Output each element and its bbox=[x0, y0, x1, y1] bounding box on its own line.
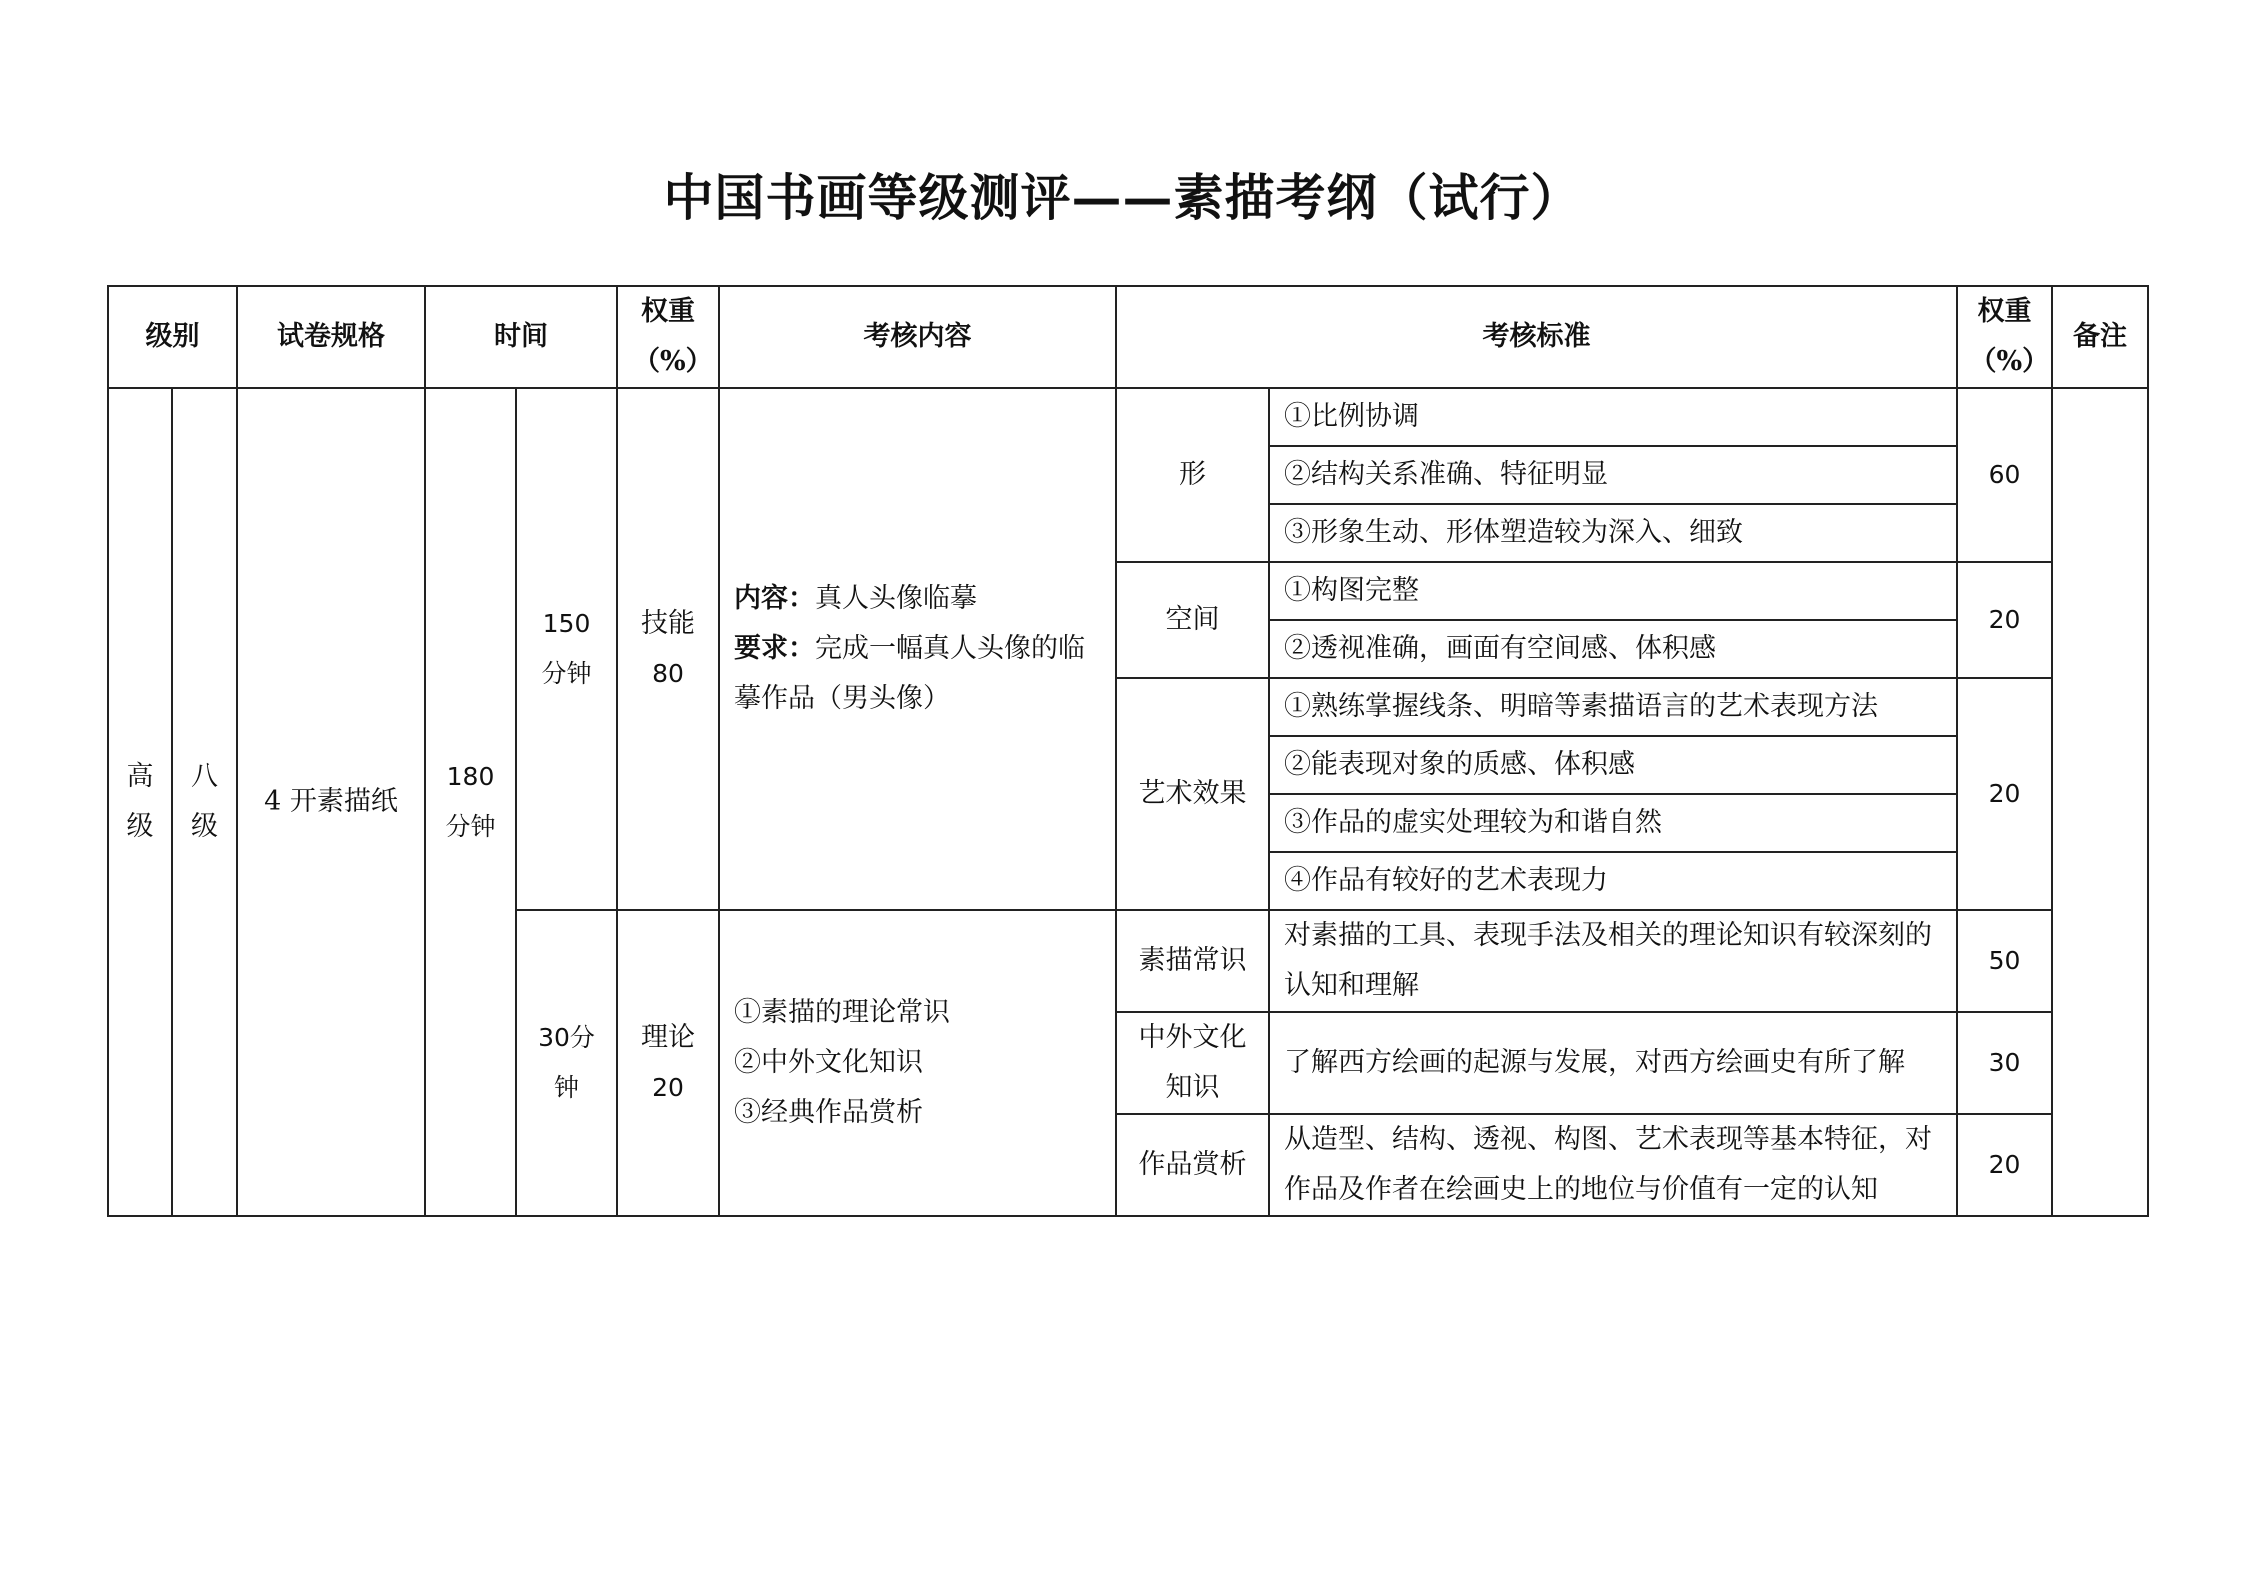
skill-weight bbox=[617, 388, 719, 910]
weight-sketch-knowledge: 50 bbox=[1957, 910, 2052, 1012]
standard-item: ②结构关系准确、特征明显 bbox=[1269, 446, 1957, 504]
header-weight-2: 权重（%） bbox=[1957, 286, 2052, 388]
paper-spec: 4 开素描纸 bbox=[237, 388, 425, 1216]
header-standard: 考核标准 bbox=[1116, 286, 1957, 388]
level-tier: 高级 bbox=[108, 388, 172, 1216]
weight-appreciation: 20 bbox=[1957, 1114, 2052, 1216]
standard-item: ①构图完整 bbox=[1269, 562, 1957, 620]
theory-content-item: ②中外文化知识 bbox=[734, 1047, 923, 1078]
total-time: 180分钟 bbox=[425, 388, 516, 1216]
skill-weight-value: 80 bbox=[652, 659, 684, 688]
standard-item: 了解西方绘画的起源与发展，对西方绘画史有所了解 bbox=[1269, 1012, 1957, 1114]
requirement-value: 完成一幅真人头像的临摹作品（男头像） bbox=[734, 633, 1085, 714]
standard-item: ②能表现对象的质感、体积感 bbox=[1269, 736, 1957, 794]
header-content: 考核内容 bbox=[719, 286, 1116, 388]
category-space: 空间 bbox=[1116, 562, 1269, 678]
theory-time: 30分钟 bbox=[516, 910, 617, 1216]
requirement-label: 要求： bbox=[734, 633, 815, 664]
content-label: 内容： bbox=[734, 583, 815, 614]
theory-weight-name: 理论 bbox=[641, 1022, 695, 1053]
weight-form: 60 bbox=[1957, 388, 2052, 562]
theory-content bbox=[719, 910, 1116, 1216]
weight-space: 20 bbox=[1957, 562, 2052, 678]
category-form: 形 bbox=[1116, 388, 1269, 562]
standard-item: ③形象生动、形体塑造较为深入、细致 bbox=[1269, 504, 1957, 562]
category-sketch-knowledge: 素描常识 bbox=[1116, 910, 1269, 1012]
skill-weight-name: 技能 bbox=[641, 608, 695, 639]
header-time: 时间 bbox=[425, 286, 617, 388]
header-weight: 权重（%） bbox=[617, 286, 719, 388]
level-grade: 八级 bbox=[172, 388, 237, 1216]
skill-time: 150分钟 bbox=[516, 388, 617, 910]
standard-item: ②透视准确，画面有空间感、体积感 bbox=[1269, 620, 1957, 678]
theory-weight bbox=[617, 910, 719, 1216]
category-artistic-effect: 艺术效果 bbox=[1116, 678, 1269, 910]
standard-item: ①熟练掌握线条、明暗等素描语言的艺术表现方法 bbox=[1269, 678, 1957, 736]
weight-artistic-effect: 20 bbox=[1957, 678, 2052, 910]
theory-content-item: ③经典作品赏析 bbox=[734, 1097, 923, 1128]
standard-item: 从造型、结构、透视、构图、艺术表现等基本特征，对作品及作者在绘画史上的地位与价值有一定的认知 bbox=[1269, 1114, 1957, 1216]
skill-content bbox=[719, 388, 1116, 910]
header-note: 备注 bbox=[2052, 286, 2148, 388]
weight-culture: 30 bbox=[1957, 1012, 2052, 1114]
theory-weight-value: 20 bbox=[652, 1073, 684, 1102]
theory-content-item: ①素描的理论常识 bbox=[734, 997, 950, 1028]
category-appreciation: 作品赏析 bbox=[1116, 1114, 1269, 1216]
standard-item: ①比例协调 bbox=[1269, 388, 1957, 446]
category-culture: 中外文化知识 bbox=[1116, 1012, 1269, 1114]
page-title: 中国书画等级测评——素描考纲（试行） bbox=[663, 168, 1582, 227]
header-row bbox=[108, 286, 2148, 388]
syllabus-table bbox=[107, 285, 2149, 1217]
content-value: 真人头像临摹 bbox=[815, 583, 977, 614]
standard-item: 对素描的工具、表现手法及相关的理论知识有较深刻的认知和理解 bbox=[1269, 910, 1957, 1012]
header-level: 级别 bbox=[108, 286, 237, 388]
standard-item: ④作品有较好的艺术表现力 bbox=[1269, 852, 1957, 910]
header-spec: 试卷规格 bbox=[237, 286, 425, 388]
standard-item: ③作品的虚实处理较为和谐自然 bbox=[1269, 794, 1957, 852]
note-cell bbox=[2052, 388, 2148, 1216]
